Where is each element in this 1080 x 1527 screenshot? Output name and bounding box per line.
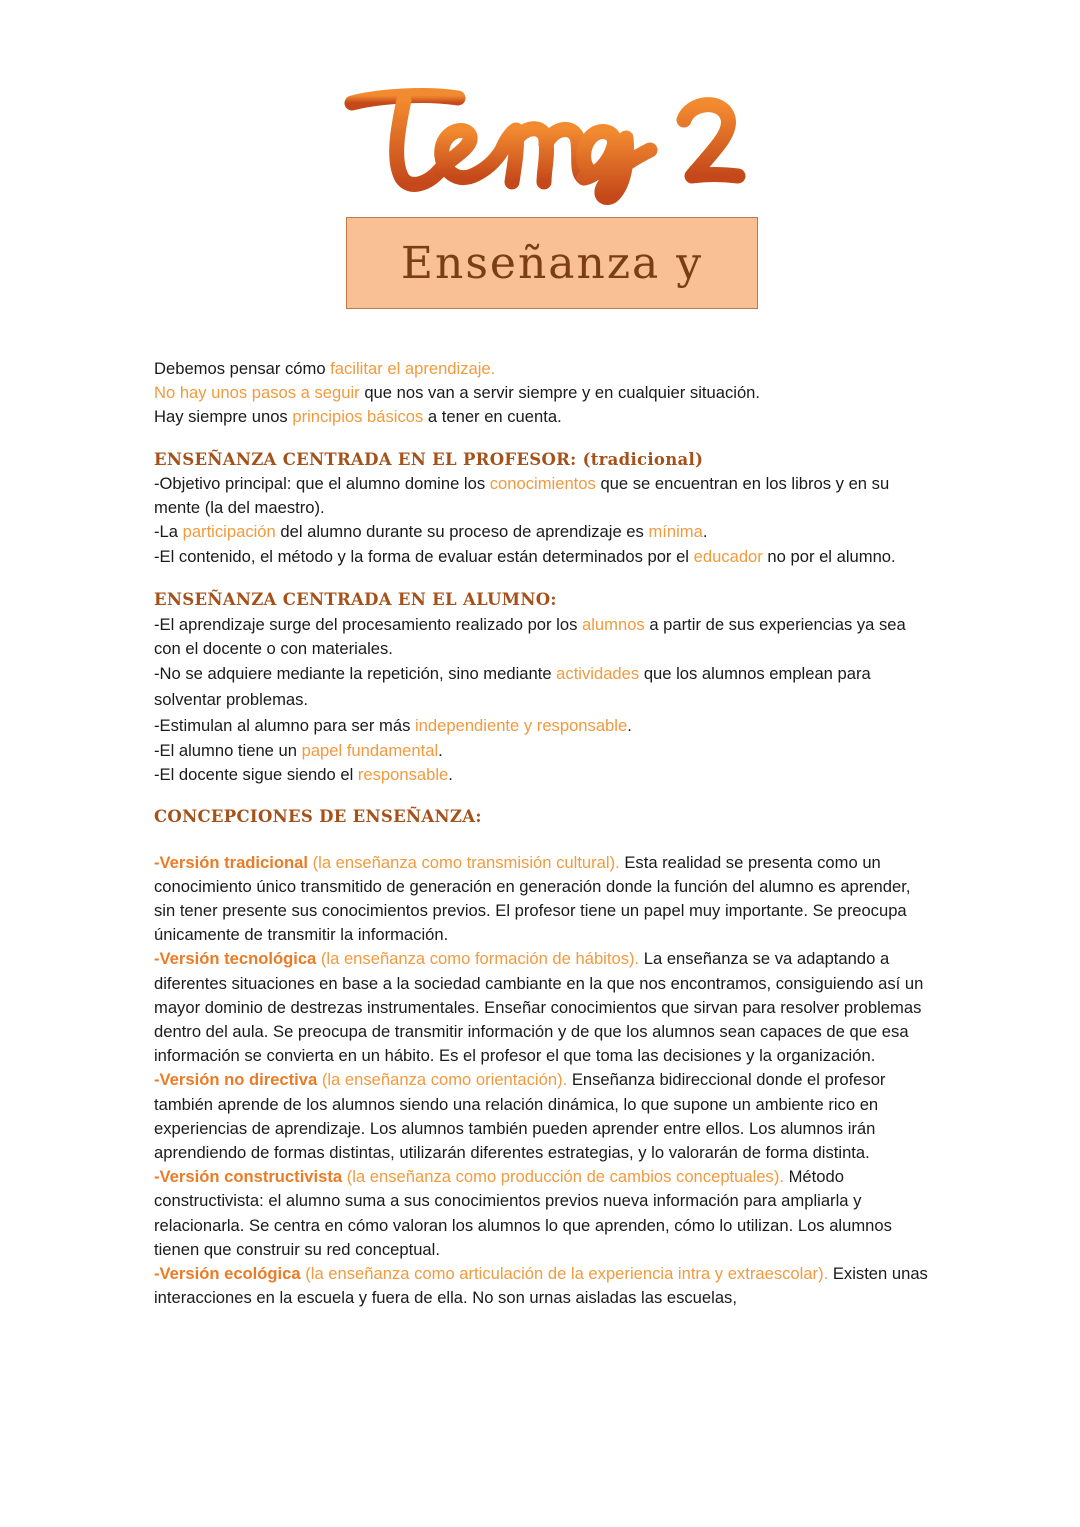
teacher-point-2: -La participación del alumno durante su proceso de aprendizaje es mínima. [154,522,708,542]
intro-line-1: Debemos pensar cómo facilitar el aprendizaje. [154,359,496,378]
subtitle-box [346,217,758,309]
version-constructivista: -Versión constructivista (la enseñanza como producción de cambios conceptuales). Método constructivista: el alumno suma a sus conocimientos previos nueva información para ampliarla y relacionarla. Se centra en cómo valoran los alumnos lo que aprenden, cómo lo utilizan. Los alumnos tienen que construir su red conceptual. [154,1167,892,1259]
version-tradicional: -Versión tradicional (la enseñanza como transmisión cultural). Esta realidad se presenta como un conocimiento único transmitido de generación en generación donde la función del alumno es aprender, sin tener presente sus conocimientos previos. El profesor tiene un papel muy importante. Se preocupa únicamente de transmitir la información. [154,852,911,945]
subtitle: Enseñanza y [400,237,704,289]
section-heading-teacher: ENSEÑANZA CENTRADA EN EL PROFESOR: (tradicional) [154,449,704,469]
version-ecologica: -Versión ecológica (la enseñanza como articulación de la experiencia intra y extraescolar). Existen unas interacciones en la escuela y fuera de ella. No son urnas aisladas las escuelas, [154,1264,928,1308]
section-heading-student: ENSEÑANZA CENTRADA EN EL ALUMNO: [154,590,557,610]
intro-line-2: No hay unos pasos a seguir que nos van a servir siempre y en cualquier situación. [154,383,761,403]
version-tecnologica: -Versión tecnológica (la enseñanza como formación de hábitos). La enseñanza se va adaptando a diferentes situaciones en base a la sociedad cambiante en la que nos encontramos, consiguiendo así un mayor dominio de destrezas instrumentales. Enseñar conocimientos que sirvan para resolver problemas dentro del aula. Se preocupa de transmitir información y de que los alumnos sean capaces de que esa información se convierta en un hábito. Es el profesor el que toma las decisiones y la organización. [154,949,924,1066]
student-point-4: -El alumno tiene un papel fundamental. [154,741,443,761]
teacher-point-1: -Objetivo principal: que el alumno domine los conocimientos que se encuentran en los libros y en su mente (la del maestro). [154,473,890,518]
document-body [154,357,934,1311]
section-heading-concepciones: CONCEPCIONES DE ENSEÑANZA: [154,807,482,827]
student-point-2: -No se adquiere mediante la repetición, sino mediante actividades que los alumnos emplean para solventar problemas. [154,664,871,710]
student-point-1: -El aprendizaje surge del procesamiento realizado por los alumnos a partir de sus experiencias ya sea con el docente o con materiales. [154,614,906,658]
intro-line-3: Hay siempre unos principios básicos a tener en cuenta. [154,407,562,427]
student-point-5: -El docente sigue siendo el responsable. [154,765,453,785]
student-point-3: -Estimulan al alumno para ser más independiente y responsable. [154,716,632,736]
title-lettering [0,0,1080,210]
version-no-directiva: -Versión no directiva (la enseñanza como orientación). Enseñanza bidireccional donde el profesor también aprende de los alumnos siendo una relación dinámica, lo que supone un ambiente rico en experiencias de aprendizaje. Los alumnos también pueden aprender entre ellos. Los alumnos irán aprendiendo de formas distintas, utilizarán diferentes estrategias, y lo valorarán de forma distinta. [154,1070,886,1163]
teacher-point-3: -El contenido, el método y la forma de evaluar están determinados por el educador no por el alumno. [154,547,896,567]
